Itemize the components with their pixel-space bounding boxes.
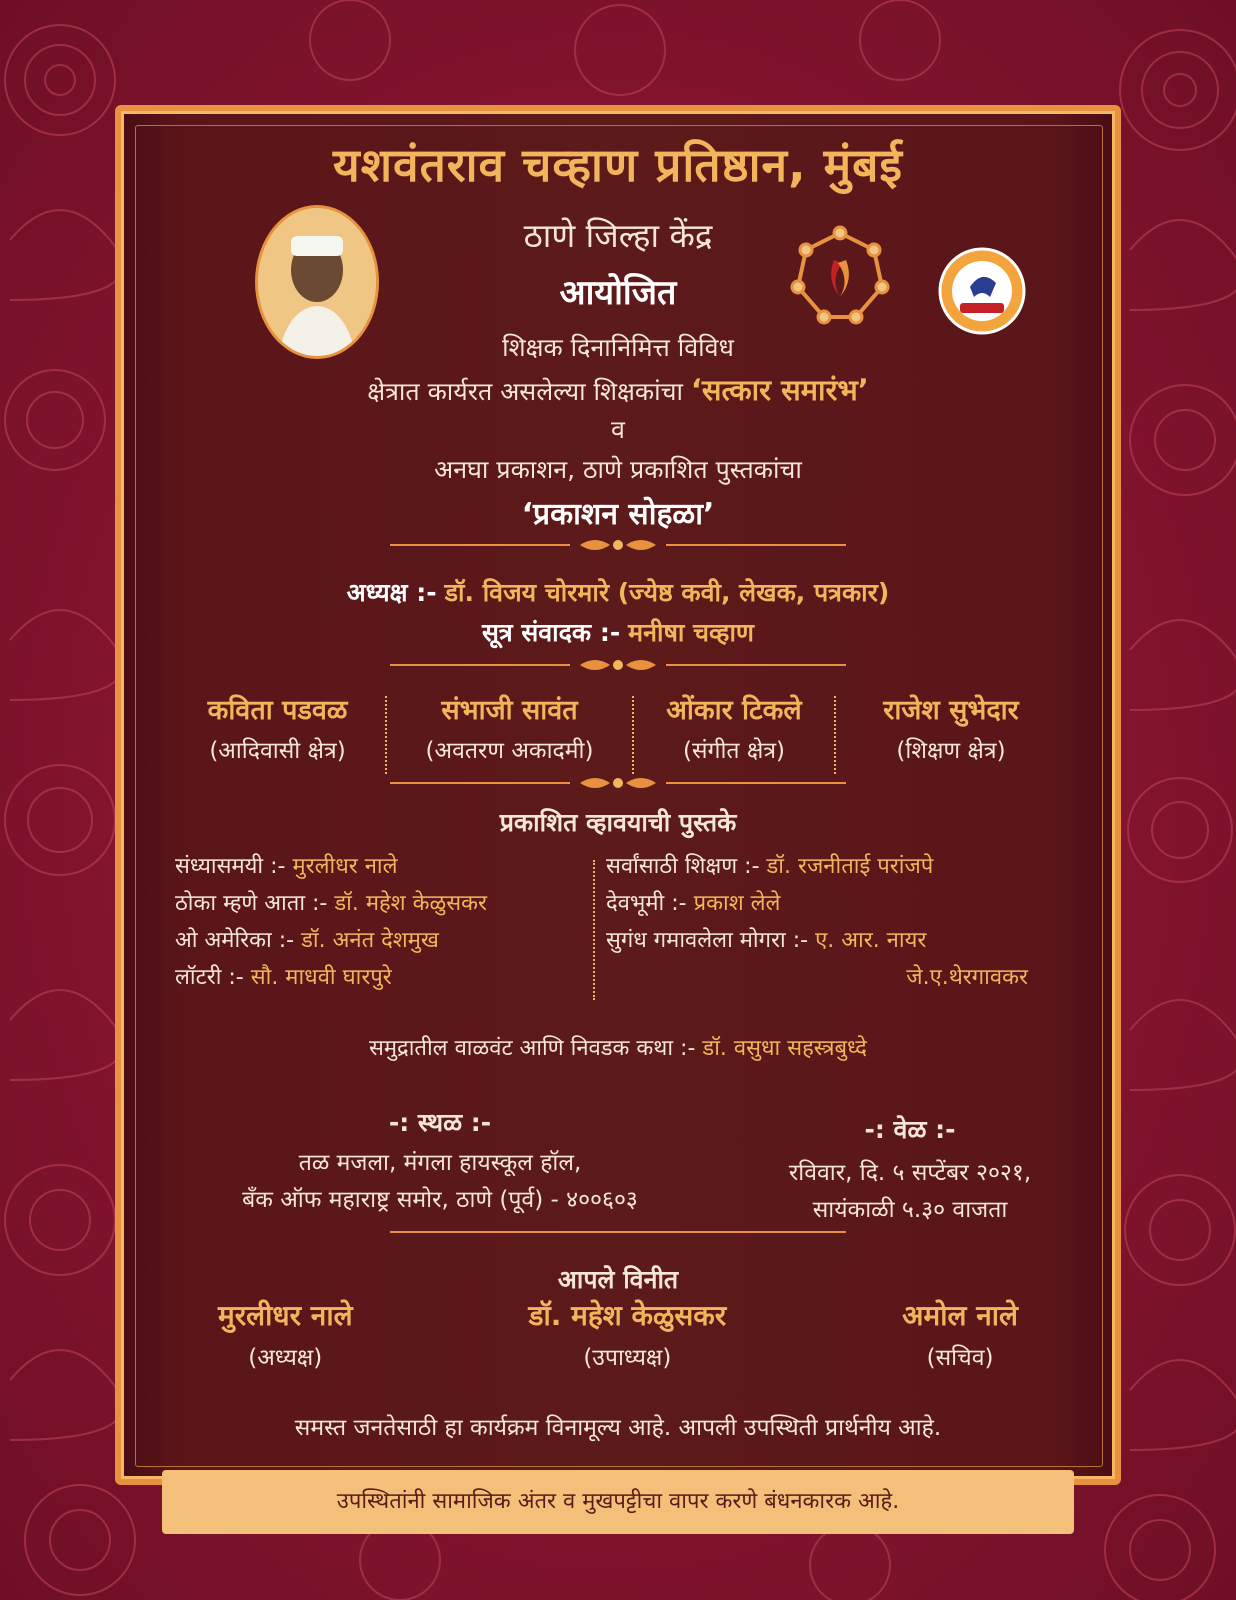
book-item — [175, 885, 585, 922]
book-author: ए. आर. नायर — [815, 928, 927, 953]
signatory-name: डॉ. महेश केळुसकर — [528, 1299, 727, 1332]
signatory-role: (अध्यक्ष) — [248, 1345, 323, 1371]
time-heading: -: वेळ :- — [864, 1115, 956, 1144]
anagha-prakashan-logo — [938, 247, 1026, 335]
book-item-bottom — [0, 1032, 1236, 1062]
book-author: डॉ. अनंत देशमुख — [301, 928, 439, 953]
book-title: सर्वांसाठी शिक्षण :- — [606, 854, 760, 879]
book-item — [606, 885, 1046, 922]
ornament-divider — [390, 773, 846, 793]
venue-line: तळ मजला, मंगला हायस्कूल हॉल, — [298, 1150, 582, 1176]
time-line: रविवार, दि. ५ सप्टेंबर २०२१, — [788, 1160, 1032, 1186]
anchor-label: सूत्र संवादक :- — [481, 618, 621, 647]
ornament-divider — [390, 535, 846, 555]
time-line: सायंकाळी ५.३० वाजता — [812, 1197, 1008, 1223]
event-line-3: अनघा प्रकाशन, ठाणे प्रकाशित पुस्तकांचा — [434, 455, 802, 484]
organized-label: आयोजित — [559, 273, 677, 313]
honoree-field: (अवतरण अकादमी) — [425, 738, 594, 764]
book-title: ठोका म्हणे आता :- — [175, 891, 328, 916]
signatory-name: मुरलीधर नाले — [217, 1299, 353, 1332]
honoree-field: (आदिवासी क्षेत्र) — [209, 738, 346, 764]
book-item — [606, 848, 1046, 885]
event-and: व — [611, 415, 625, 444]
signatory-role: (उपाध्यक्ष) — [583, 1345, 672, 1371]
president-name: डॉ. विजय चोरमारे (ज्येष्ठ कवी, लेखक, पत्रकार) — [444, 578, 890, 607]
footer-notice: उपस्थितांनी सामाजिक अंतर व मुखपट्टीचा वापर करणे बंधनकारक आहे. — [336, 1489, 900, 1514]
felicitation-title: ‘सत्कार समारंभ’ — [690, 373, 869, 407]
event-time — [720, 1155, 1100, 1229]
venue-address — [150, 1145, 730, 1219]
pratishthan-logo — [790, 225, 890, 325]
signatory-role: (सचिव) — [926, 1345, 994, 1371]
book-author: जे.ए.थेरगावकर — [906, 965, 1028, 990]
signatories-row — [130, 1296, 1106, 1372]
honoree-name: संभाजी सावंत — [441, 695, 578, 726]
book-author: मुरलीधर नाले — [292, 854, 398, 879]
anchor-name: मनीषा चव्हाण — [628, 618, 755, 647]
president-row — [0, 575, 1236, 609]
book-item — [175, 848, 585, 885]
books-left-list — [175, 848, 585, 996]
honorees-row — [170, 690, 1070, 774]
event-line-2-prefix: क्षेत्रात कार्यरत असलेल्या शिक्षकांचा — [367, 377, 683, 406]
president-label: अध्यक्ष :- — [346, 578, 437, 607]
signatories-heading: आपले विनीत — [557, 1265, 679, 1294]
book-title: ओ अमेरिका :- — [175, 928, 295, 953]
honoree-field: (संगीत क्षेत्र) — [682, 738, 785, 764]
venue-heading: -: स्थळ :- — [388, 1108, 492, 1137]
honoree-card — [836, 690, 1066, 774]
divider-line — [390, 1228, 846, 1236]
page-title: यशवंतराव चव्हाण प्रतिष्ठान, मुंबई — [333, 138, 903, 192]
signatory-name: अमोल नाले — [902, 1299, 1019, 1332]
book-item — [606, 922, 1046, 959]
event-line-1: शिक्षक दिनानिमित्त विविध — [502, 333, 734, 362]
books-heading: प्रकाशित व्हावयाची पुस्तके — [499, 808, 737, 837]
book-author: डॉ. महेश केळुसकर — [334, 891, 487, 916]
book-title: समुद्रातील वाळवंट आणि निवडक कथा :- — [369, 1036, 696, 1061]
ornament-divider — [390, 655, 846, 675]
book-title: लॉटरी :- — [175, 965, 244, 990]
honoree-field: (शिक्षण क्षेत्र) — [896, 738, 1006, 764]
honoree-card — [634, 690, 834, 774]
book-item — [175, 959, 585, 996]
honoree-card — [170, 690, 385, 774]
honoree-name: राजेश सुभेदार — [883, 695, 1019, 726]
book-author: डॉ. वसुधा सहस्त्रबुध्दे — [702, 1036, 867, 1061]
book-author: प्रकाश लेले — [693, 891, 781, 916]
anchor-row — [0, 615, 1236, 649]
book-author: सौ. माधवी घारपुरे — [250, 965, 392, 990]
separator — [593, 860, 595, 1000]
venue-line: बँक ऑफ महाराष्ट्र समोर, ठाणे (पूर्व) - ४००६०३ — [242, 1187, 638, 1213]
books-right-list — [606, 848, 1046, 996]
signatory — [529, 1296, 727, 1372]
district-center: ठाणे जिल्हा केंद्र — [523, 216, 713, 255]
honoree-name: ओंकार टिकले — [666, 695, 802, 726]
book-title: संध्यासमयी :- — [175, 854, 286, 879]
signatory — [902, 1296, 1018, 1372]
free-entry-notice: समस्त जनतेसाठी हा कार्यक्रम विनामूल्य आहे. आपली उपस्थिती प्रार्थनीय आहे. — [294, 1415, 942, 1441]
book-item — [175, 922, 585, 959]
book-title: देवभूमी :- — [606, 891, 687, 916]
honoree-name: कविता पडवळ — [207, 695, 348, 726]
event-line-2 — [0, 370, 1236, 409]
signatory — [218, 1296, 353, 1372]
book-title: सुगंध गमावलेला मोगरा :- — [606, 928, 809, 953]
book-author: डॉ. रजनीताई परांजपे — [766, 854, 934, 879]
honoree-card — [387, 690, 632, 774]
book-item — [606, 959, 1046, 996]
release-ceremony-title: ‘प्रकाशन सोहळा’ — [521, 497, 715, 532]
